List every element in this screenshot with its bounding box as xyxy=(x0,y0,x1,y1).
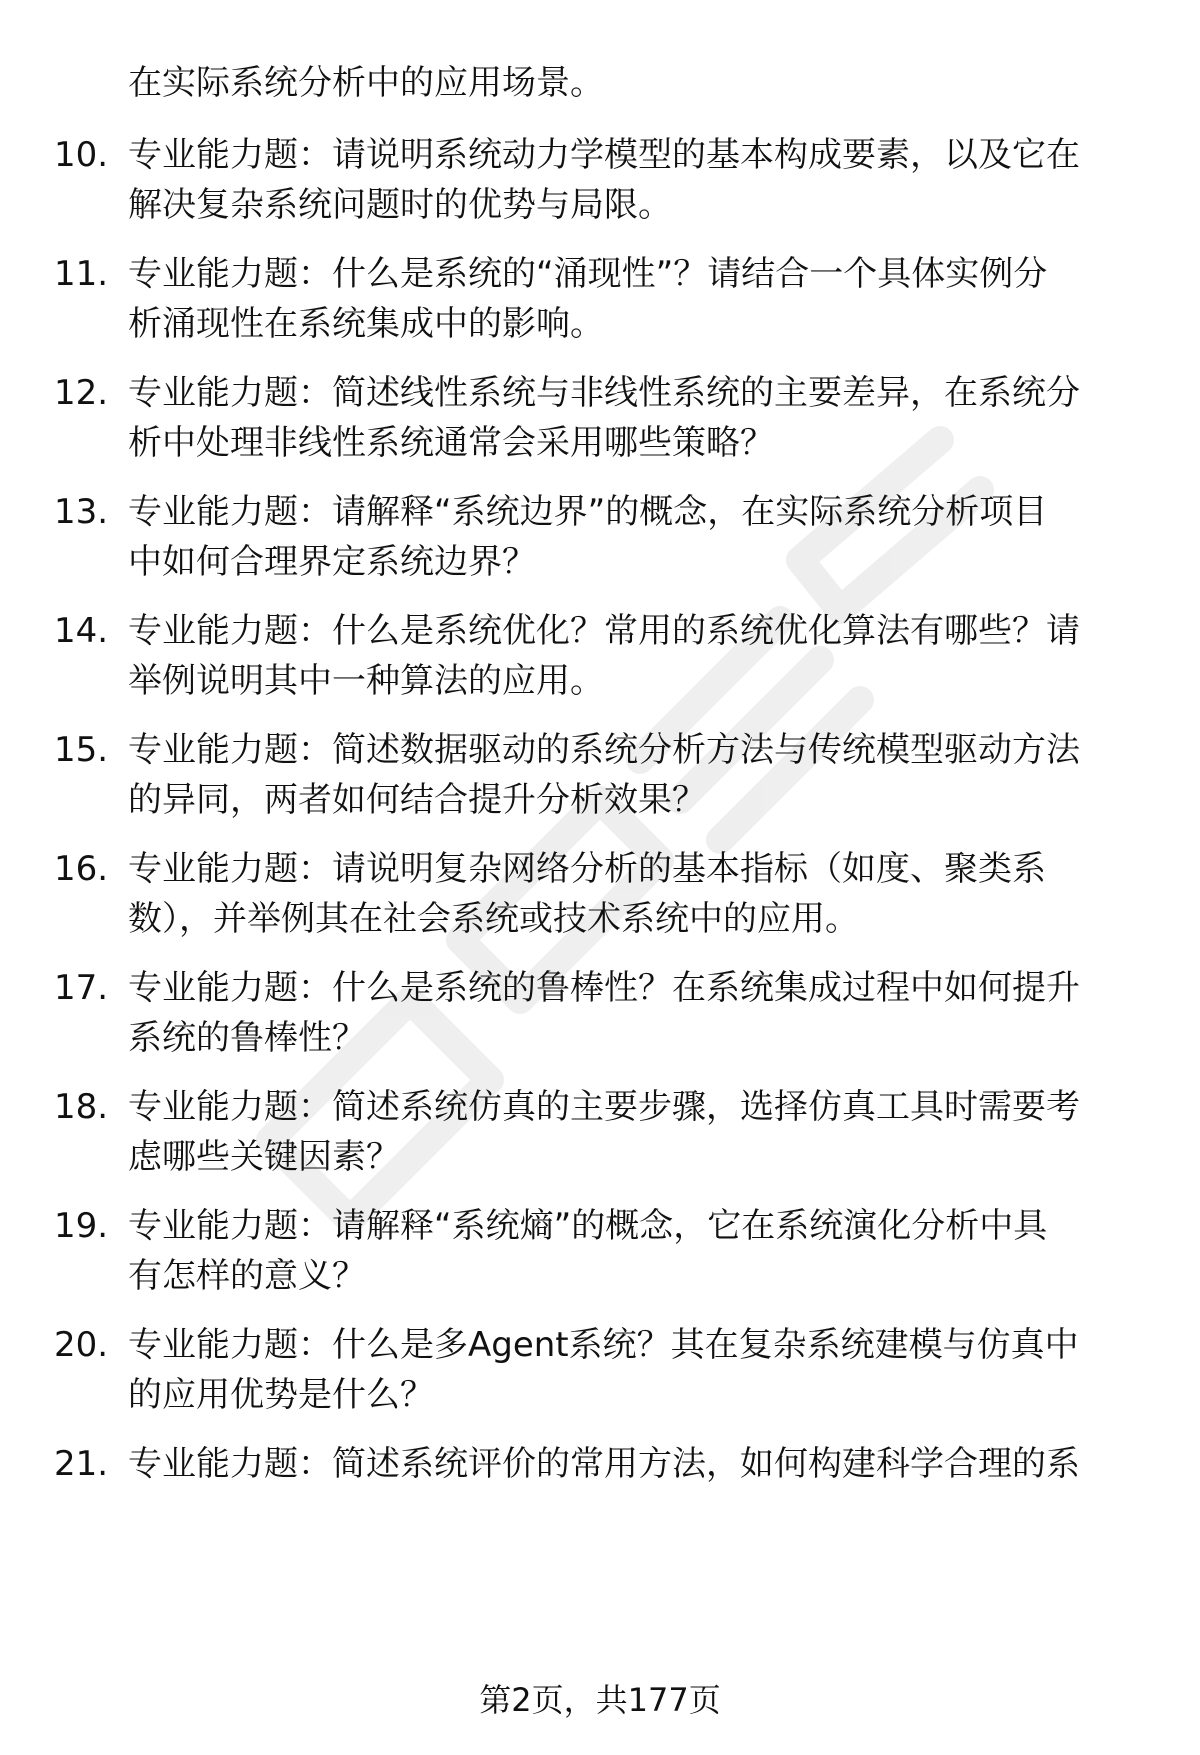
question-text-line: 专业能力题：什么是多Agent系统？其在复杂系统建模与仿真中 xyxy=(128,1325,1079,1365)
question-number: 15. xyxy=(54,730,109,770)
question-text xyxy=(128,1439,1138,1489)
question-number: 14. xyxy=(54,611,109,651)
question-text-line: 专业能力题：请说明系统动力学模型的基本构成要素，以及它在 xyxy=(128,135,1080,175)
question-text xyxy=(128,249,1138,349)
question-number: 19. xyxy=(54,1206,109,1246)
question-text-line: 解决复杂系统问题时的优势与局限。 xyxy=(128,185,672,225)
question-text-line: 专业能力题：简述数据驱动的系统分析方法与传统模型驱动方法 xyxy=(128,730,1080,770)
question-number: 20. xyxy=(54,1325,109,1365)
question-text-line: 专业能力题：请解释“系统边界”的概念，在实际系统分析项目 xyxy=(128,492,1048,532)
question-number: 16. xyxy=(54,849,109,889)
question-text-line: 的应用优势是什么？ xyxy=(128,1375,434,1415)
question-text xyxy=(128,1082,1138,1182)
question-number: 13. xyxy=(54,492,109,532)
question-number: 11. xyxy=(54,254,109,294)
question-text-line: 专业能力题：请说明复杂网络分析的基本指标（如度、聚类系 xyxy=(128,849,1046,889)
question-number: 17. xyxy=(54,968,109,1008)
question-text-line: 有怎样的意义？ xyxy=(128,1256,366,1296)
question-text-line: 专业能力题：简述系统仿真的主要步骤，选择仿真工具时需要考 xyxy=(128,1087,1080,1127)
question-text xyxy=(128,487,1138,587)
question-text xyxy=(128,130,1138,230)
question-text-line: 析涌现性在系统集成中的影响。 xyxy=(128,304,604,344)
question-text-line: 专业能力题：简述系统评价的常用方法，如何构建科学合理的系 xyxy=(128,1444,1080,1484)
question-text-line: 举例说明其中一种算法的应用。 xyxy=(128,661,604,701)
question-text-line: 专业能力题：什么是系统的鲁棒性？在系统集成过程中如何提升 xyxy=(128,968,1080,1008)
question-text xyxy=(128,725,1138,825)
continuation-text: 在实际系统分析中的应用场景。 xyxy=(128,63,604,103)
question-number: 12. xyxy=(54,373,109,413)
question-number: 18. xyxy=(54,1087,109,1127)
question-text-line: 的异同，两者如何结合提升分析效果？ xyxy=(128,780,706,820)
question-text xyxy=(128,1320,1138,1420)
question-text xyxy=(128,844,1138,944)
question-text-line: 专业能力题：什么是系统的“涌现性”？请结合一个具体实例分 xyxy=(128,254,1048,294)
question-number: 21. xyxy=(54,1444,109,1484)
question-text xyxy=(128,963,1138,1063)
question-text-line: 数），并举例其在社会系统或技术系统中的应用。 xyxy=(128,899,859,939)
question-text-line: 专业能力题：请解释“系统熵”的概念，它在系统演化分析中具 xyxy=(128,1206,1048,1246)
question-text xyxy=(128,368,1138,468)
question-text xyxy=(128,606,1138,706)
page-footer: 第2页，共177页 xyxy=(479,1681,721,1719)
question-text-line: 虑哪些关键因素？ xyxy=(128,1137,400,1177)
question-text-line: 析中处理非线性系统通常会采用哪些策略？ xyxy=(128,423,774,463)
question-text-line: 中如何合理界定系统边界？ xyxy=(128,542,536,582)
question-text xyxy=(128,1201,1138,1301)
question-text-line: 专业能力题：简述线性系统与非线性系统的主要差异，在系统分 xyxy=(128,373,1080,413)
question-text-line: 专业能力题：什么是系统优化？常用的系统优化算法有哪些？请 xyxy=(128,611,1080,651)
question-number: 10. xyxy=(54,135,109,175)
question-text-line: 系统的鲁棒性？ xyxy=(128,1018,366,1058)
